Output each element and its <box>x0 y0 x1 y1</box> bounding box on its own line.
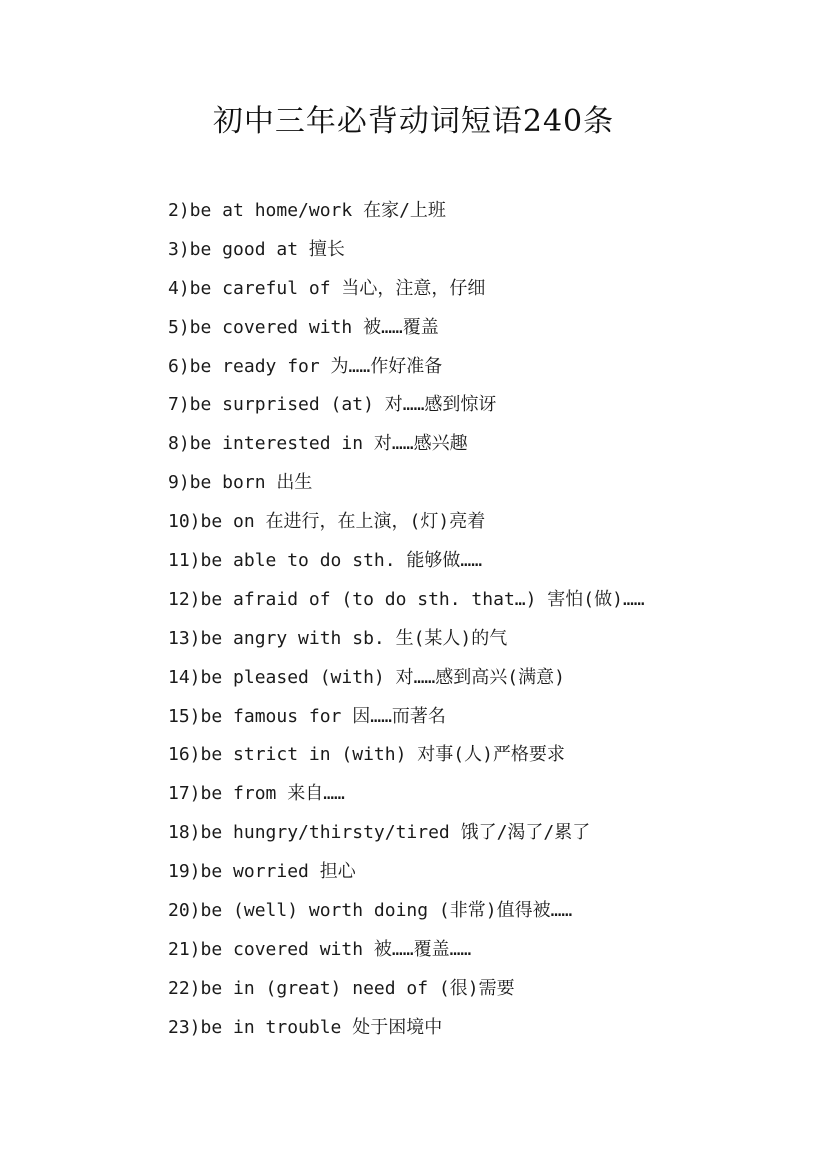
phrase-item: 12)be afraid of (to do sth. that…) 害怕(做)…… <box>168 588 645 610</box>
phrase-item: 6)be ready for 为……作好准备 <box>168 355 443 377</box>
phrase-item: 4)be careful of 当心，注意，仔细 <box>168 277 486 299</box>
phrase-item: 20)be (well) worth doing (非常)值得被…… <box>168 900 573 922</box>
phrase-item: 19)be worried 担心 <box>168 861 356 883</box>
phrase-item: 8)be interested in 对……感兴趣 <box>168 433 468 455</box>
phrase-item: 23)be in trouble 处于困境中 <box>168 1016 443 1038</box>
phrase-item: 18)be hungry/thirsty/tired 饿了/渴了/累了 <box>168 822 591 844</box>
phrase-item: 10)be on 在进行，在上演，(灯)亮着 <box>168 511 486 533</box>
phrase-item: 11)be able to do sth. 能够做…… <box>168 550 483 572</box>
phrase-item: 3)be good at 擅长 <box>168 238 345 260</box>
phrase-item: 13)be angry with sb. 生(某人)的气 <box>168 627 508 649</box>
phrase-item: 21)be covered with 被……覆盖…… <box>168 938 472 960</box>
phrase-item: 17)be from 来自…… <box>168 783 345 805</box>
phrase-item: 15)be famous for 因……而著名 <box>168 705 446 727</box>
page-title: 初中三年必背动词短语240条 <box>212 104 615 139</box>
phrase-item: 16)be strict in (with) 对事(人)严格要求 <box>168 744 565 766</box>
phrase-item: 14)be pleased (with) 对……感到高兴(满意) <box>168 666 565 688</box>
phrase-item: 9)be born 出生 <box>168 472 313 494</box>
phrase-item: 5)be covered with 被……覆盖 <box>168 316 439 338</box>
phrase-item: 22)be in (great) need of (很)需要 <box>168 977 515 999</box>
phrase-item: 2)be at home/work 在家/上班 <box>168 200 446 221</box>
phrase-item: 7)be surprised (at) 对……感到惊讶 <box>168 394 497 416</box>
phrase-list <box>168 195 645 1051</box>
